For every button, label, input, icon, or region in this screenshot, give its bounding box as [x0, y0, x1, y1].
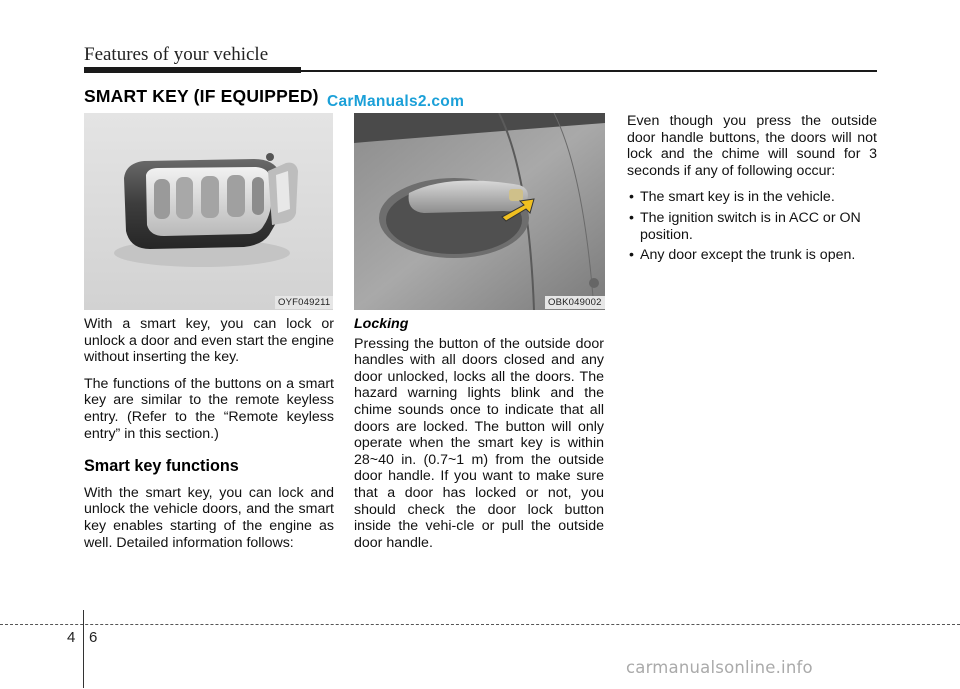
footer-dashed-line: [0, 624, 960, 625]
smart-key-functions-heading: Smart key functions: [84, 457, 239, 476]
chapter-number: 4: [67, 629, 76, 646]
header-title: Features of your vehicle: [84, 44, 269, 65]
functions-paragraph: With the smart key, you can lock and unlock the vehicle doors, and the smart key enables starting of the engine as well. Detailed information follows:: [84, 484, 334, 551]
header-rule-thick: [84, 67, 301, 73]
locking-subheading: Locking: [354, 316, 409, 332]
conditions-list: [627, 189, 877, 263]
intro-paragraph: With a smart key, you can lock or unlock a door and even start the engine without inserting the key.: [84, 316, 334, 366]
footer-watermark[interactable]: carmanualsonline.info: [626, 658, 813, 677]
header-rule-thin: [301, 70, 877, 72]
column-3: [627, 113, 877, 268]
footer-divider: [83, 610, 84, 688]
buttons-paragraph: The functions of the buttons on a smart key are similar to the remote keyless entry. (Refer to the “Remote keyless entry” in this section.): [84, 375, 334, 442]
door-image-code: OBK049002: [545, 296, 605, 309]
door-handle-image: [354, 113, 605, 310]
watermark-link[interactable]: CarManuals2.com: [327, 93, 465, 110]
list-item: • Any door except the trunk is open.: [627, 247, 877, 264]
smart-key-image: [84, 113, 333, 310]
column-2: [354, 316, 604, 561]
column-1: [84, 316, 334, 561]
conditions-paragraph: Even though you press the outside door handle buttons, the doors will not lock and the chime will sound for 3 seconds if any of following occur:: [627, 113, 877, 179]
page-number: 6: [89, 629, 98, 646]
list-item: • The smart key is in the vehicle.: [627, 189, 877, 206]
locking-paragraph: Pressing the button of the outside door handles with all doors closed and any door unlocked, locks all the doors. The hazard warning lights blink and the chime sounds once to indicate that all doors are locked. The button will only operate when the smart key is within 28~40 in. (0.7~1 m) from the outside door handle. If you want to make sure that a door has locked or not, you should check the door lock button inside the vehi-cle or pull the outside door handle.: [354, 335, 604, 551]
section-title: SMART KEY (IF EQUIPPED): [84, 86, 319, 106]
key-image-code: OYF049211: [275, 296, 333, 309]
list-item: • The ignition switch is in ACC or ON position.: [627, 210, 877, 243]
